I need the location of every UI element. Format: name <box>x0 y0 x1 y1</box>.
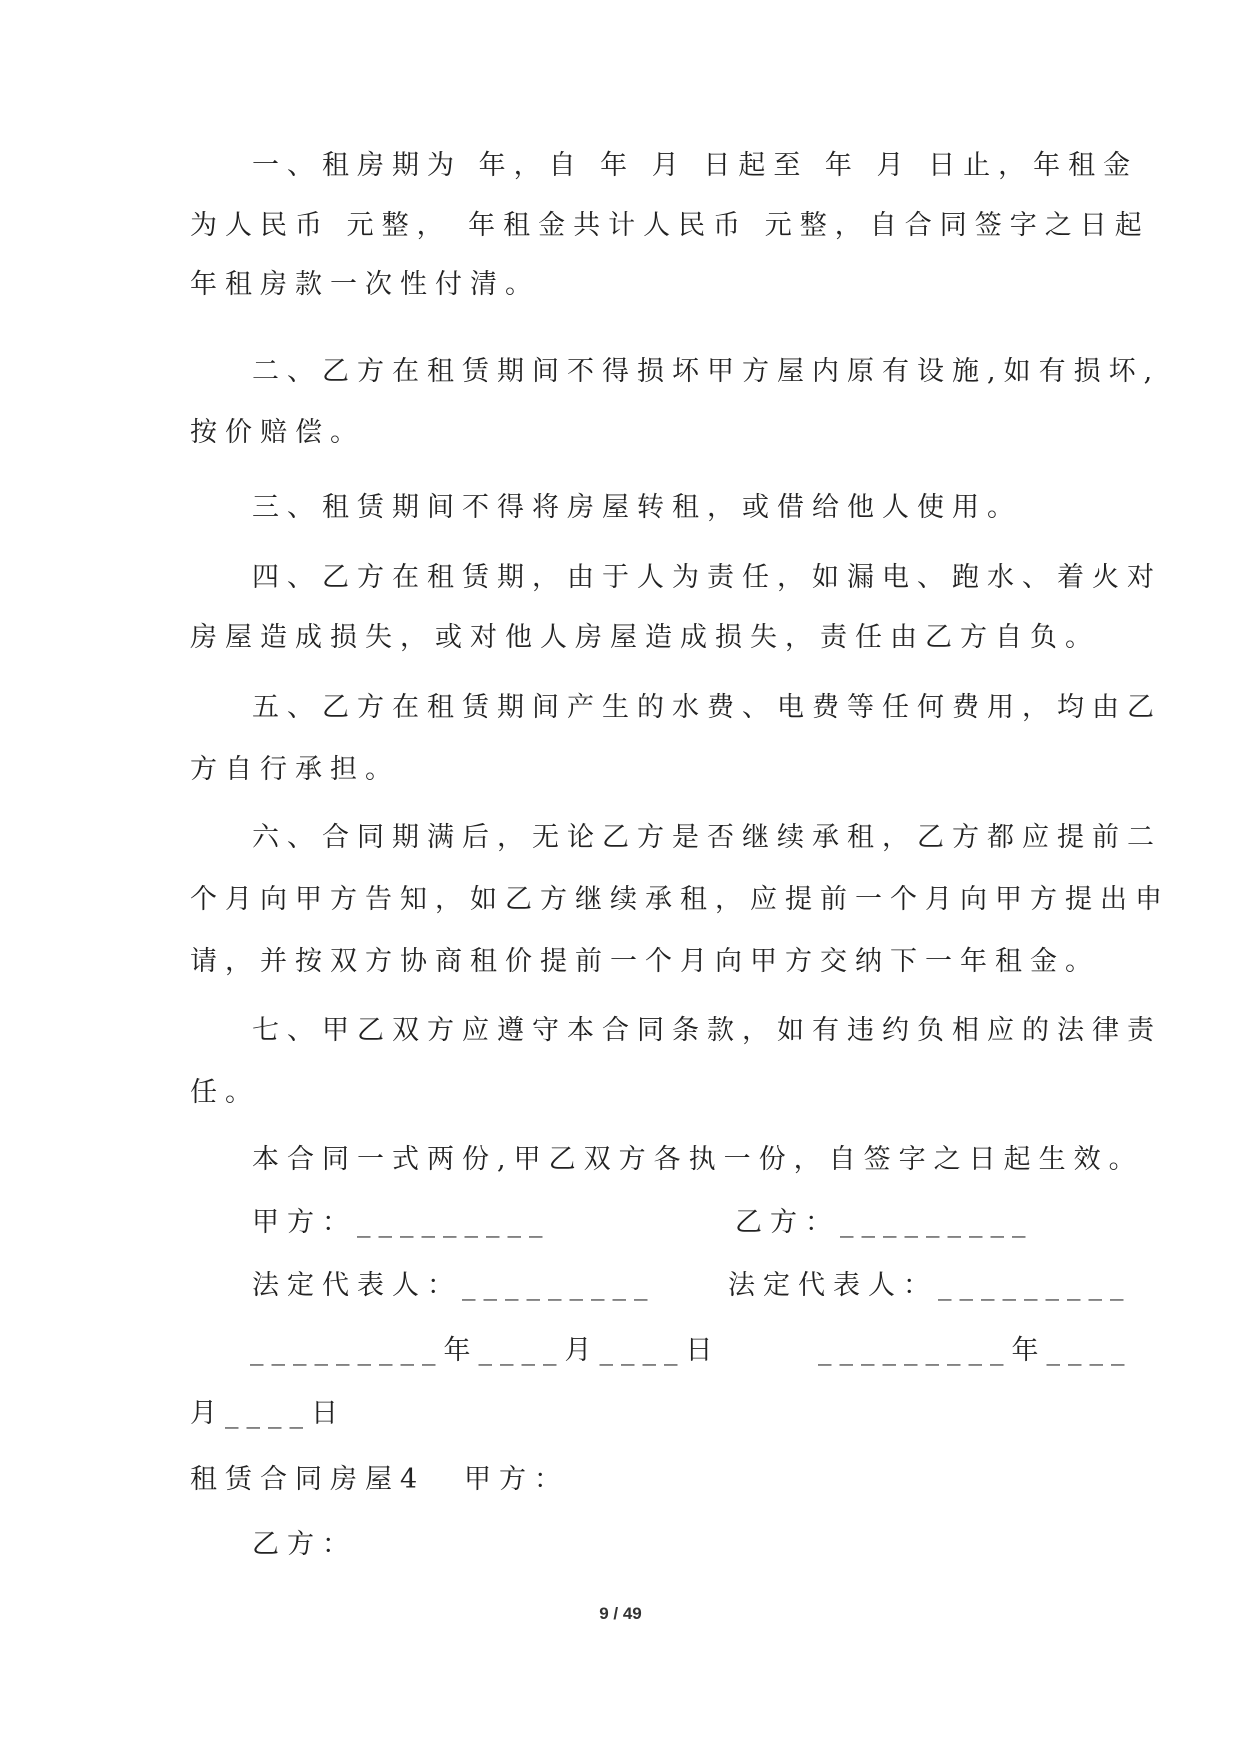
clause-4-line-1: 四、乙方在租赁期，由于人为责任，如漏电、跑水、着火对 <box>252 562 1162 593</box>
clause-6-line-1: 六、合同期满后，无论乙方是否继续承租，乙方都应提前二 <box>252 822 1162 853</box>
clause-6-line-2: 个月向甲方告知，如乙方继续承租，应提前一个月向甲方提出申 <box>190 884 1170 915</box>
clause-2-line-1: 二、乙方在租赁期间不得损坏甲方屋内原有设施,如有损坏, <box>252 356 1161 387</box>
clause-7-line-2: 任。 <box>190 1077 260 1108</box>
clause-2-line-2: 按价赔偿。 <box>190 417 365 448</box>
party-b-date-line: _________年____ <box>818 1335 1133 1366</box>
clause-6-line-3: 请，并按双方协商租价提前一个月向甲方交纳下一年租金。 <box>190 946 1100 977</box>
party-a-date-line: _________年____月____日 <box>250 1335 721 1366</box>
clause-5-line-2: 方自行承担。 <box>190 754 400 785</box>
clause-1-line-3: 年租房款一次性付清。 <box>190 269 540 300</box>
clause-3-line-1: 三、租赁期间不得将房屋转租，或借给他人使用。 <box>252 492 1022 523</box>
clause-1-line-1: 一、租房期为 年，自 年 月 日起至 年 月 日止，年租金 <box>252 150 1139 181</box>
effect-clause: 本合同一式两份,甲乙双方各执一份，自签字之日起生效。 <box>252 1144 1144 1175</box>
party-a-representative-line: 法定代表人：_________ <box>252 1270 656 1301</box>
party-b-representative-line: 法定代表人：_________ <box>728 1270 1132 1301</box>
next-section-party-a: 甲方： <box>464 1464 569 1495</box>
next-section-title: 租赁合同房屋4 <box>190 1464 426 1495</box>
clause-1-line-2: 为人民币 元整， 年租金共计人民币 元整，自合同签字之日起 <box>190 210 1150 241</box>
party-b-signature-line: 乙方：_________ <box>735 1207 1034 1238</box>
clause-5-line-1: 五、乙方在租赁期间产生的水费、电费等任何费用，均由乙 <box>252 692 1162 723</box>
party-b-date-line-continued: 月____日 <box>190 1398 346 1429</box>
page-number: 9 / 49 <box>599 1604 642 1623</box>
next-section-party-b: 乙方： <box>252 1529 357 1560</box>
clause-4-line-2: 房屋造成损失，或对他人房屋造成损失，责任由乙方自负。 <box>190 622 1100 653</box>
clause-7-line-1: 七、甲乙双方应遵守本合同条款，如有违约负相应的法律责 <box>252 1015 1162 1046</box>
party-a-signature-line: 甲方：_________ <box>252 1207 551 1238</box>
